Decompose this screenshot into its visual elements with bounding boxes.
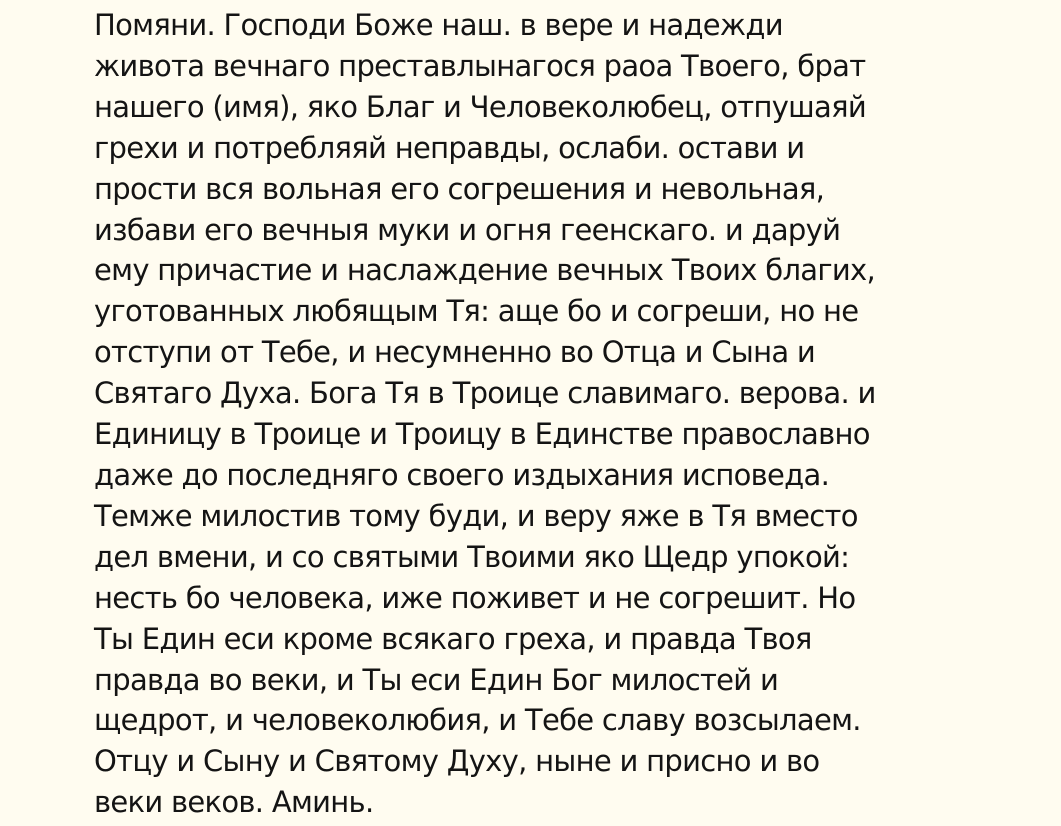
prayer-line: прости вся вольная его согрешения и невольная, <box>94 171 825 206</box>
prayer-line: уготованных любящым Тя: аще бо и согреши, но не <box>94 294 859 329</box>
prayer-line: Ты Един еси кроме всякаго греха, и правда Твоя <box>94 621 812 656</box>
prayer-line: даже до последняго своего издыхания исповеда. <box>94 457 830 492</box>
prayer-line: Отцу и Сыну и Святому Духу, ныне и присно и во <box>94 744 820 779</box>
prayer-line: веки веков. Аминь. <box>94 785 374 820</box>
prayer-line: отступи от Тебе, и несумненно во Отца и Сына и <box>94 335 816 370</box>
prayer-line: Помяни. Господи Боже наш. в вере и надежди <box>94 8 783 42</box>
prayer-line: Темже милостив тому буди, и веру яже в Тя вместо <box>94 498 858 533</box>
prayer-line: правда во веки, и Ты еси Един Бог милостей и <box>94 662 779 697</box>
prayer-line: дел вмени, и со святыми Твоими яко Щедр упокой: <box>94 539 850 574</box>
prayer-line: избави его вечныя муки и огня геенскаго. и даруй <box>94 212 841 247</box>
prayer-line: несть бо человека, иже поживет и не согрешит. Но <box>94 580 856 615</box>
prayer-text <box>94 5 994 823</box>
prayer-line: Единицу в Троице и Троицу в Единстве православно <box>94 417 870 452</box>
prayer-line: щедрот, и человеколюбия, и Тебе славу возсылаем. <box>94 703 861 738</box>
prayer-line: ему причастие и наслаждение вечных Твоих благих, <box>94 253 876 288</box>
prayer-line: живота вечнаго преставлынагося раоа Твоего, брат <box>94 48 866 83</box>
prayer-line: грехи и потребляяй неправды, ослаби. остави и <box>94 130 805 165</box>
prayer-line: Святаго Духа. Бога Тя в Троице славимаго. верова. и <box>94 376 876 411</box>
prayer-line: нашего (имя), яко Благ и Человеколюбец, отпушаяй <box>94 89 866 124</box>
